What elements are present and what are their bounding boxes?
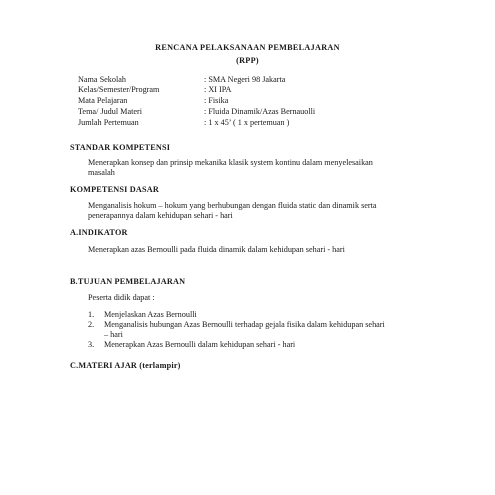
info-value-topic: : Fluida Dinamik/Azas Bernauolli <box>204 107 316 116</box>
standar-text-line2: masalah <box>88 168 115 177</box>
info-value-meetings: : 1 x 45’ ( 1 x pertemuan ) <box>204 118 290 127</box>
document-title: RENCANA PELAKSANAAN PEMBELAJARAN <box>155 43 340 52</box>
section-heading-dasar: KOMPETENSI DASAR <box>70 185 159 194</box>
tujuan-item-text: Menerapkan Azas Bernoulli dalam kehidupan sehari - hari <box>104 340 296 349</box>
tujuan-item-number: 3. <box>88 340 95 349</box>
section-heading-materi: C.MATERI AJAR (terlampir) <box>70 361 181 370</box>
section-heading-standar: STANDAR KOMPETENSI <box>70 143 171 152</box>
info-label-topic: Tema/ Judul Materi <box>78 107 142 116</box>
info-label-meetings: Jumlah Pertemuan <box>78 118 139 127</box>
tujuan-item-text: Menganalisis hubungan Azas Bernoulli terhadap gejala fisika dalam kehidupan sehari <box>104 320 385 329</box>
tujuan-item-number: 2. <box>88 320 95 329</box>
dasar-text-line2: penerapannya dalam kehidupan sehari - hari <box>88 211 233 220</box>
tujuan-item-number: 1. <box>88 310 95 319</box>
document-subtitle: (RPP) <box>236 56 259 65</box>
indikator-text: Menerapkan azas Bernoulli pada fluida dinamik dalam kehidupan sehari - hari <box>88 245 345 254</box>
standar-text-line1: Menerapkan konsep dan prinsip mekanika klasik system kontinu dalam menyelesaikan <box>88 158 373 167</box>
info-value-school: : SMA Negeri 98 Jakarta <box>204 75 286 84</box>
info-value-class: : XI IPA <box>204 85 232 94</box>
tujuan-intro: Peserta didik dapat : <box>88 293 155 302</box>
info-label-class: Kelas/Semester/Program <box>78 85 160 94</box>
dasar-text-line1: Menganalisis hokum – hokum yang berhubungan dengan fluida static dan dinamik serta <box>88 201 377 210</box>
tujuan-item-text-cont: – hari <box>104 330 123 339</box>
tujuan-item-text: Menjelaskan Azas Bernoulli <box>104 310 197 319</box>
info-label-school: Nama Sekolah <box>78 75 126 84</box>
info-label-subject: Mata Pelajaran <box>78 96 128 105</box>
info-value-subject: : Fisika <box>204 96 229 105</box>
section-heading-tujuan: B.TUJUAN PEMBELAJARAN <box>70 277 186 286</box>
section-heading-indikator: A.INDIKATOR <box>70 228 128 237</box>
